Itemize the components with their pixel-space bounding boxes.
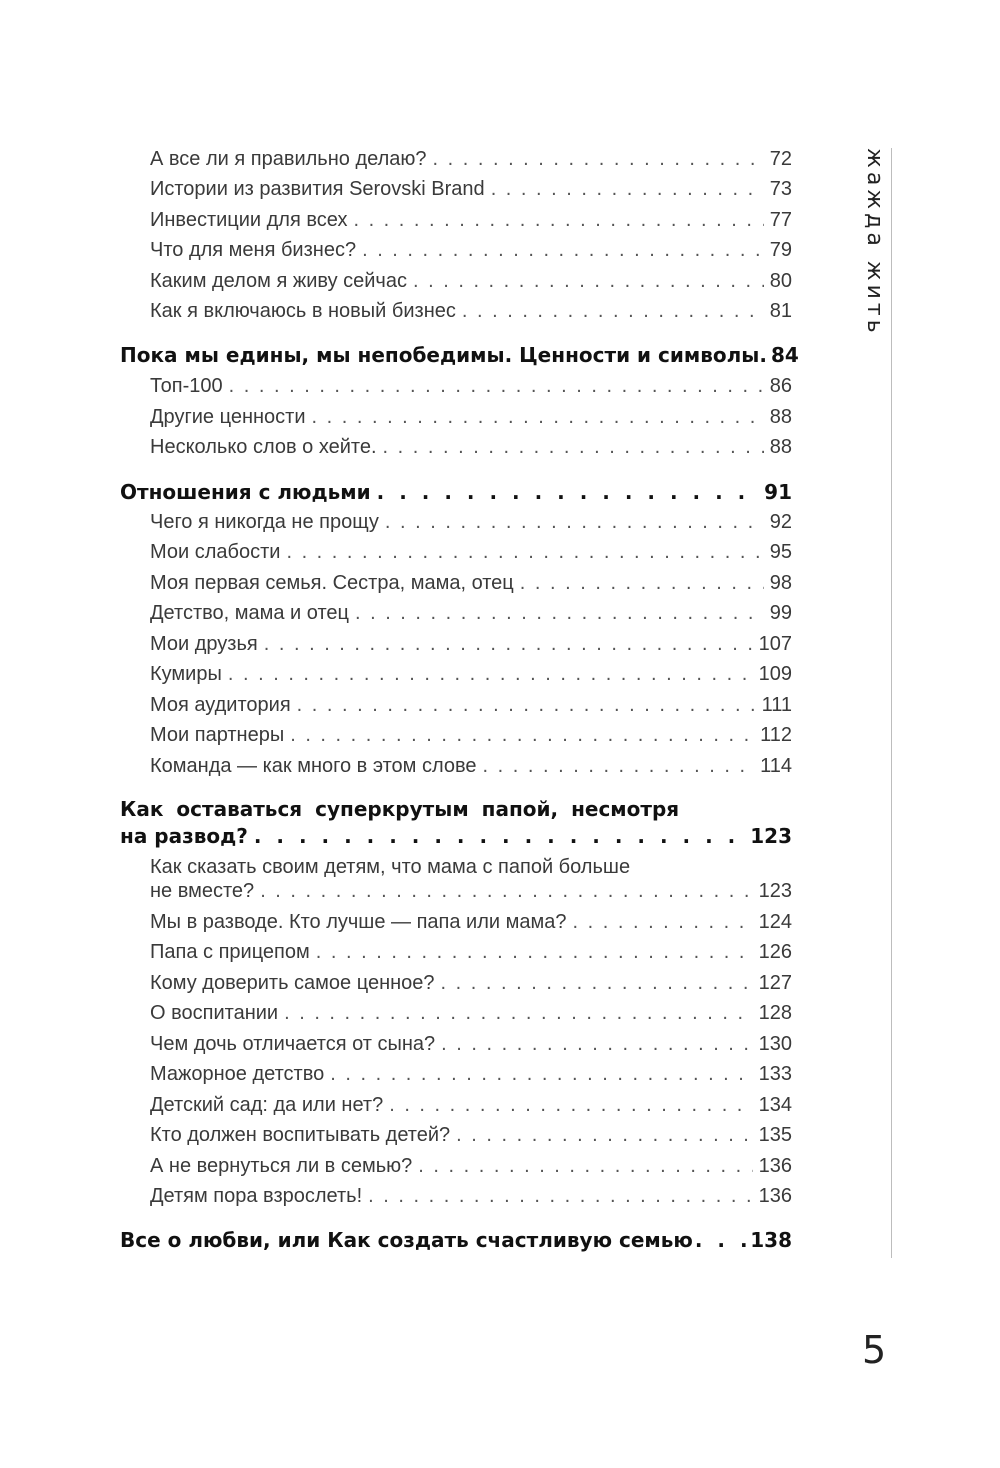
- toc-entry-page: 127: [758, 972, 792, 994]
- toc-entry-title: Топ-100: [150, 375, 223, 397]
- toc-entry-page: 124: [758, 911, 792, 933]
- leader-dots: [573, 909, 753, 935]
- toc-entry: [150, 1092, 792, 1118]
- toc-entry-page: 79: [769, 239, 792, 261]
- toc-entry-page: 136: [758, 1185, 792, 1207]
- toc-entry-page: 134: [758, 1094, 792, 1116]
- leader-dots: [284, 1000, 753, 1026]
- leader-dots: [456, 1122, 752, 1148]
- toc-chapter-title: Пока мы едины, мы непобедимы. Ценности и символы.: [120, 343, 767, 367]
- toc-entry-title: Детский сад: да или нет?: [150, 1094, 384, 1116]
- toc-entry-title: Инвестиции для всех: [150, 209, 348, 231]
- toc-entry-page: 99: [769, 602, 792, 624]
- toc-entry-title: Кумиры: [150, 663, 222, 685]
- toc-entry: [150, 298, 792, 324]
- leader-dots: [483, 753, 755, 779]
- toc-entry-page: 88: [769, 436, 792, 458]
- toc-entry-page: 109: [758, 663, 792, 685]
- leader-dots: [229, 373, 764, 399]
- toc-entry-title: Чем дочь отличается от сына?: [150, 1033, 436, 1055]
- toc-entry: [150, 692, 792, 718]
- leader-dots: [441, 1031, 752, 1057]
- toc-entry: [150, 1153, 792, 1179]
- toc-entry-page: 73: [769, 178, 792, 200]
- leader-dots: [228, 661, 753, 687]
- toc-entry-title: Папа с прицепом: [150, 941, 310, 963]
- toc-entry-title: Каким делом я живу сейчас: [150, 270, 407, 292]
- leader-dots: [377, 478, 758, 506]
- toc-entry: [150, 661, 792, 687]
- toc-entry-page: 88: [769, 406, 792, 428]
- toc-entry-title: Истории из развития Serovski Brand: [150, 178, 485, 200]
- leader-dots: [418, 1153, 752, 1179]
- toc-entry-page: 126: [758, 941, 792, 963]
- toc-entry: [150, 1000, 792, 1026]
- leader-dots: [385, 509, 764, 535]
- leader-dots: [441, 970, 753, 996]
- toc-entry: [150, 600, 792, 626]
- leader-dots: [413, 268, 764, 294]
- leader-dots: [312, 404, 764, 430]
- toc-entry: [150, 570, 792, 596]
- toc-chapter: [120, 341, 799, 369]
- toc-entry-page: 95: [769, 541, 792, 563]
- toc-entry-page: 72: [769, 148, 792, 170]
- toc-chapter-page: 84: [770, 343, 799, 367]
- toc-entry: [150, 1031, 792, 1057]
- toc-entry-page: 86: [769, 375, 792, 397]
- toc-entry-page: 114: [760, 755, 792, 777]
- leader-dots: [695, 1226, 748, 1254]
- toc-entry-title: Как я включаюсь в новый бизнес: [150, 300, 456, 322]
- toc-entry-title: Мы в разводе. Кто лучше — папа или мама?: [150, 911, 567, 933]
- toc-chapter-title: Отношения с людьми: [120, 480, 371, 504]
- toc-entry-title: Другие ценности: [150, 406, 306, 428]
- toc-entry-title: не вместе?: [150, 880, 255, 902]
- toc-chapter-title: на развод?: [120, 824, 248, 848]
- toc-entry: [150, 909, 792, 935]
- toc-entry-title: Моя аудитория: [150, 694, 291, 716]
- leader-dots: [389, 1092, 752, 1118]
- toc-entry-page: 77: [769, 209, 792, 231]
- toc-entry-title: Несколько слов о хейте.: [150, 436, 377, 458]
- toc-entry-title: Мои партнеры: [150, 724, 285, 746]
- toc-entry-title-line1: Как сказать своим детям, что мама с папой больше: [150, 856, 631, 878]
- leader-dots: [316, 939, 753, 965]
- toc-entry: [150, 237, 792, 263]
- toc-entry-page: 98: [769, 572, 792, 594]
- toc-entry-page: 92: [769, 511, 792, 533]
- leader-dots: [368, 1183, 752, 1209]
- toc-entry-page: 136: [758, 1155, 792, 1177]
- leader-dots: [330, 1061, 752, 1087]
- toc-entry-title: А не вернуться ли в семью?: [150, 1155, 413, 1177]
- leader-dots: [491, 176, 764, 202]
- toc-entry: [150, 268, 792, 294]
- toc-entry: [150, 373, 792, 399]
- toc-entry: [150, 176, 792, 202]
- toc-chapter: [120, 478, 792, 506]
- toc-entry-page: 130: [758, 1033, 792, 1055]
- toc-chapter: [120, 1226, 792, 1254]
- toc-entry-title: Моя первая семья. Сестра, мама, отец: [150, 572, 514, 594]
- leader-dots: [353, 207, 763, 233]
- toc-chapter-title-line1: Как оставаться суперкрутым папой, несмотря: [120, 797, 680, 821]
- toc-entry: [150, 509, 792, 535]
- toc-entry: [150, 753, 792, 779]
- leader-dots: [462, 298, 764, 324]
- toc-entry: [150, 1061, 792, 1087]
- leader-dots: [362, 237, 764, 263]
- toc-entry-page: 80: [769, 270, 792, 292]
- page-number: 5: [862, 1328, 887, 1372]
- leader-dots: [383, 434, 764, 460]
- toc-chapter-page: 123: [750, 824, 792, 848]
- toc-entry-title: Мои слабости: [150, 541, 281, 563]
- leader-dots: [286, 539, 763, 565]
- toc-entry: [150, 404, 792, 430]
- toc-chapter-page: 138: [750, 1228, 792, 1252]
- running-head: жажда жить: [862, 148, 887, 337]
- toc-entry-title: О воспитании: [150, 1002, 279, 1024]
- toc-entry-page: 111: [761, 694, 792, 716]
- toc-entry-title: Кто должен воспитывать детей?: [150, 1124, 451, 1146]
- leader-dots: [290, 722, 754, 748]
- toc-entry: [150, 207, 792, 233]
- leader-dots: [297, 692, 756, 718]
- toc-entry: [150, 146, 792, 172]
- toc-entry-page: 81: [769, 300, 792, 322]
- toc-entry-title: Кому доверить самое ценное?: [150, 972, 435, 994]
- toc-entry-title: Что для меня бизнес?: [150, 239, 357, 261]
- toc-entry: [150, 1183, 792, 1209]
- toc-entry-page: 133: [758, 1063, 792, 1085]
- leader-dots: [355, 600, 764, 626]
- leader-dots: [264, 631, 753, 657]
- toc-entry: [150, 539, 792, 565]
- toc-entry: [150, 970, 792, 996]
- toc-entry-title: Мои друзья: [150, 633, 258, 655]
- toc-chapter-page: 91: [764, 480, 792, 504]
- toc-entry-title: Мажорное детство: [150, 1063, 325, 1085]
- leader-dots: [254, 822, 744, 850]
- toc-entry-title: Команда — как много в этом слове: [150, 755, 477, 777]
- toc-entry: [150, 1122, 792, 1148]
- toc-entry-title: Детям пора взрослеть!: [150, 1185, 363, 1207]
- toc-entry: [150, 722, 792, 748]
- toc-entry-title: Чего я никогда не прощу: [150, 511, 379, 533]
- toc-entry: [150, 878, 792, 904]
- toc-entry: [150, 434, 792, 460]
- toc-entry-title: Детство, мама и отец: [150, 602, 349, 624]
- leader-dots: [433, 146, 764, 172]
- toc-entry-page: 135: [758, 1124, 792, 1146]
- leader-dots: [520, 570, 764, 596]
- toc-entry-title: А все ли я правильно делаю?: [150, 148, 427, 170]
- toc-entry-page: 123: [758, 880, 792, 902]
- margin-rule: [891, 148, 892, 1258]
- toc-entry-page: 107: [758, 633, 792, 655]
- toc-entry: [150, 631, 792, 657]
- toc-chapter: [120, 822, 792, 850]
- toc-entry: [150, 939, 792, 965]
- toc-entry-page: 128: [758, 1002, 792, 1024]
- toc-entry-page: 112: [760, 724, 792, 746]
- toc-chapter-title: Все о любви, или Как создать счастливую семью: [120, 1228, 693, 1252]
- leader-dots: [260, 878, 752, 904]
